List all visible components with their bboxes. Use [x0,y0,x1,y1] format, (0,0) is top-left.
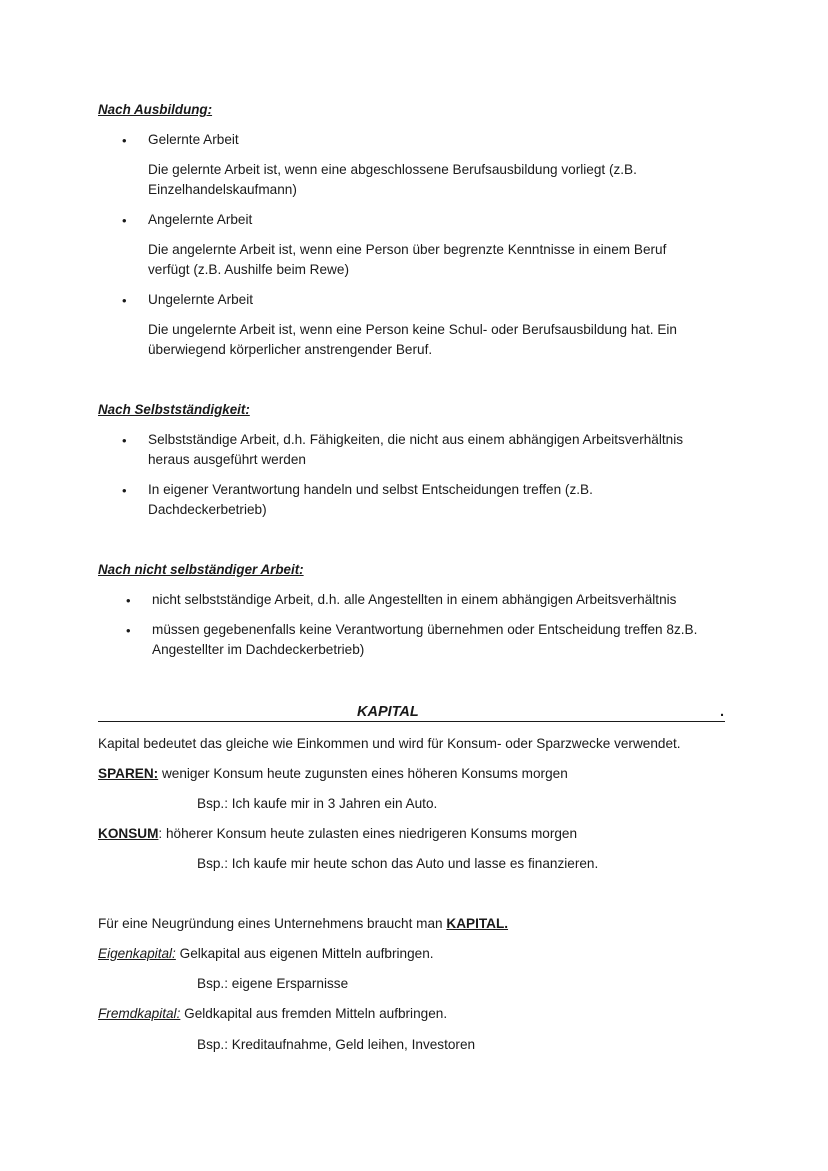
heading-nicht-selbststaendig: Nach nicht selbständiger Arbeit: [98,562,304,577]
list-item: In eigener Verantwortung handeln und selbst Entscheidungen treffen (z.B. Dachdeckerbetrieb) [148,482,593,517]
fremdkapital-example: Bsp.: Kreditaufnahme, Geld leihen, Investoren [197,1037,476,1052]
konsum-line [98,826,577,841]
list-item-description: Die gelernte Arbeit ist, wenn eine abgeschlossene Berufsausbildung vorliegt (z.B. Einzelhandelskaufmann) [148,162,637,197]
konsum-text: : höherer Konsum heute zulasten eines niedrigeren Konsums morgen [158,826,578,841]
eigenkapital-text: Gelkapital aus eigenen Mitteln aufbringen. [175,946,434,961]
neugruendung-line [98,916,508,931]
sparen-example: Bsp.: Ich kaufe mir in 3 Jahren ein Auto. [197,796,438,811]
list-item-title: Ungelernte Arbeit [148,292,254,307]
bullet-icon: • [126,623,131,638]
list-item: nicht selbstständige Arbeit, d.h. alle Angestellten in einem abhängigen Arbeitsverhältnis [152,592,677,607]
sparen-text: weniger Konsum heute zugunsten eines höheren Konsums morgen [158,766,568,781]
konsum-label: KONSUM [98,826,159,841]
fremdkapital-label: Fremdkapital: [98,1006,181,1021]
bullet-icon: • [122,133,127,148]
heading-ausbildung: Nach Ausbildung: [98,102,213,117]
bullet-icon: • [122,213,127,228]
kapital-intro: Kapital bedeutet das gleiche wie Einkommen und wird für Konsum- oder Sparzwecke verwendet. [98,736,681,751]
list-item-description: Die angelernte Arbeit ist, wenn eine Person über begrenzte Kenntnisse in einem Beruf verfügt (z.B. Aushilfe beim Rewe) [148,242,667,277]
konsum-example: Bsp.: Ich kaufe mir heute schon das Auto und lasse es finanzieren. [197,856,599,871]
list-item: Selbstständige Arbeit, d.h. Fähigkeiten, die nicht aus einem abhängigen Arbeitsverhältnis heraus ausgeführt werden [148,432,684,467]
fremdkapital-line [98,1006,447,1021]
bullet-icon: • [126,593,131,608]
eigenkapital-line [98,946,434,961]
bullet-icon: • [122,433,127,448]
fremdkapital-text: Geldkapital aus fremden Mitteln aufbringen. [180,1006,448,1021]
heading-selbststaendigkeit: Nach Selbstständigkeit: [98,402,250,417]
section-title-kapital: KAPITAL [357,704,419,720]
list-item-title: Gelernte Arbeit [148,132,239,147]
sparen-label: SPAREN: [98,766,159,781]
eigenkapital-example: Bsp.: eigene Ersparnisse [197,976,349,991]
neugruendung-text: Für eine Neugründung eines Unternehmens braucht man [98,916,447,931]
section-rule [98,721,725,722]
neugruendung-label: KAPITAL. [446,916,509,931]
section-title-dot: . [720,704,725,720]
sparen-line [98,766,568,781]
list-item-title: Angelernte Arbeit [148,212,253,227]
list-item-description: Die ungelernte Arbeit ist, wenn eine Person keine Schul- oder Berufsausbildung hat. Ein überwiegend körperlicher anstrengender Beruf. [148,322,677,357]
bullet-icon: • [122,483,127,498]
eigenkapital-label: Eigenkapital: [98,946,176,961]
bullet-icon: • [122,293,127,308]
list-item: müssen gegebenenfalls keine Verantwortung übernehmen oder Entscheidung treffen 8z.B. Angestellter im Dachdeckerbetrieb) [152,622,698,657]
